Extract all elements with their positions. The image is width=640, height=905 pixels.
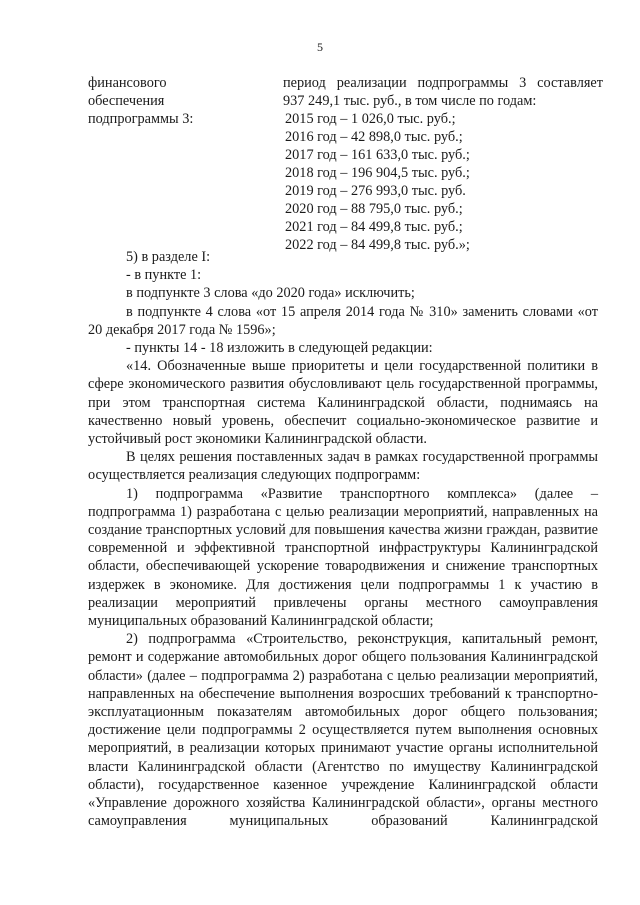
year-item: 2022 год – 84 499,8 тыс. руб.»; [285, 237, 470, 253]
paragraph: В целях решения поставленных задач в рамках государственной программы осуществляется реализация следующих подпрограмм: [88, 449, 598, 484]
paragraph: 2) подпрограмма «Строительство, реконструкция, капитальный ремонт, ремонт и содержание автомобильных дорог общего пользования Калининградской области» (далее – подпрограмма 2) разработана с целью реализации мероприятий, направленных на обеспечение выполнения возросших требований к транспортно-эксплуатационным показателям автомобильных дорог общего пользования; достижение цели подпрограммы 2 осуществляется путем выполнения основных мероприятий, в реализации которых принимают участие органы исполнительной власти Калининградской области (Агентство по имуществу Калининградской области), государственное казенное учреждение Калининградской области «Управление дорожного хозяйства Калининградской области», органы местного самоуправления муниципальных образований Калининградской [88, 631, 598, 830]
financing-label [88, 74, 268, 128]
year-list [283, 110, 603, 254]
document-body [88, 248, 598, 831]
page-number: 5 [317, 40, 323, 54]
paragraph: - пункты 14 - 18 изложить в следующей редакции: [126, 340, 433, 357]
year-item: 2018 год – 196 904,5 тыс. руб.; [285, 165, 470, 181]
paragraph: 5) в разделе I: [126, 249, 211, 265]
paragraph: - в пункте 1: [126, 267, 202, 284]
paragraph: в подпункте 4 слова «от 15 апреля 2014 года № 310» заменить словами «от 20 декабря 2017 года № 1596»; [88, 303, 598, 338]
financing-intro-line: период реализации подпрограммы 3 составляет [283, 75, 603, 91]
financing-intro-line: 937 249,1 тыс. руб., в том числе по годам: [283, 93, 537, 109]
paragraph: «14. Обозначенные выше приоритеты и цели государственной политики в сфере экономического развития обусловливают цель государственной программы, при этом транспортная система Калининградской области, поднимаясь на качественно новый уровень, обеспечит социально-экономическое развитие и устойчивый рост экономики Калининградской области. [88, 358, 598, 448]
paragraph: 1) подпрограмма «Развитие транспортного комплекса» (далее – подпрограмма 1) разработана с целью реализации мероприятий, направленных на создание транспортных условий для повышения качества жизни граждан, развитие современной и эффективной транспортной инфраструктуры Калининградской области, обеспечивающей ускорение товародвижения и снижение транспортных издержек в экономике. Для достижения цели подпрограммы 1 к участию в реализации мероприятий привлечены органы местного самоуправления муниципальных образований Калининградской области; [88, 485, 598, 630]
year-item: 2021 год – 84 499,8 тыс. руб.; [285, 219, 463, 235]
financing-details [283, 74, 603, 254]
financing-label-line: финансового [88, 75, 167, 91]
year-item: 2015 год – 1 026,0 тыс. руб.; [285, 111, 456, 127]
paragraph: в подпункте 3 слова «до 2020 года» исключить; [126, 285, 415, 302]
year-item: 2020 год – 88 795,0 тыс. руб.; [285, 201, 463, 217]
financing-label-line: обеспечения [88, 93, 165, 109]
financing-label-line: подпрограммы 3: [88, 111, 194, 127]
year-item: 2019 год – 276 993,0 тыс. руб. [285, 183, 466, 199]
year-item: 2016 год – 42 898,0 тыс. руб.; [285, 129, 463, 145]
year-item: 2017 год – 161 633,0 тыс. руб.; [285, 147, 470, 163]
